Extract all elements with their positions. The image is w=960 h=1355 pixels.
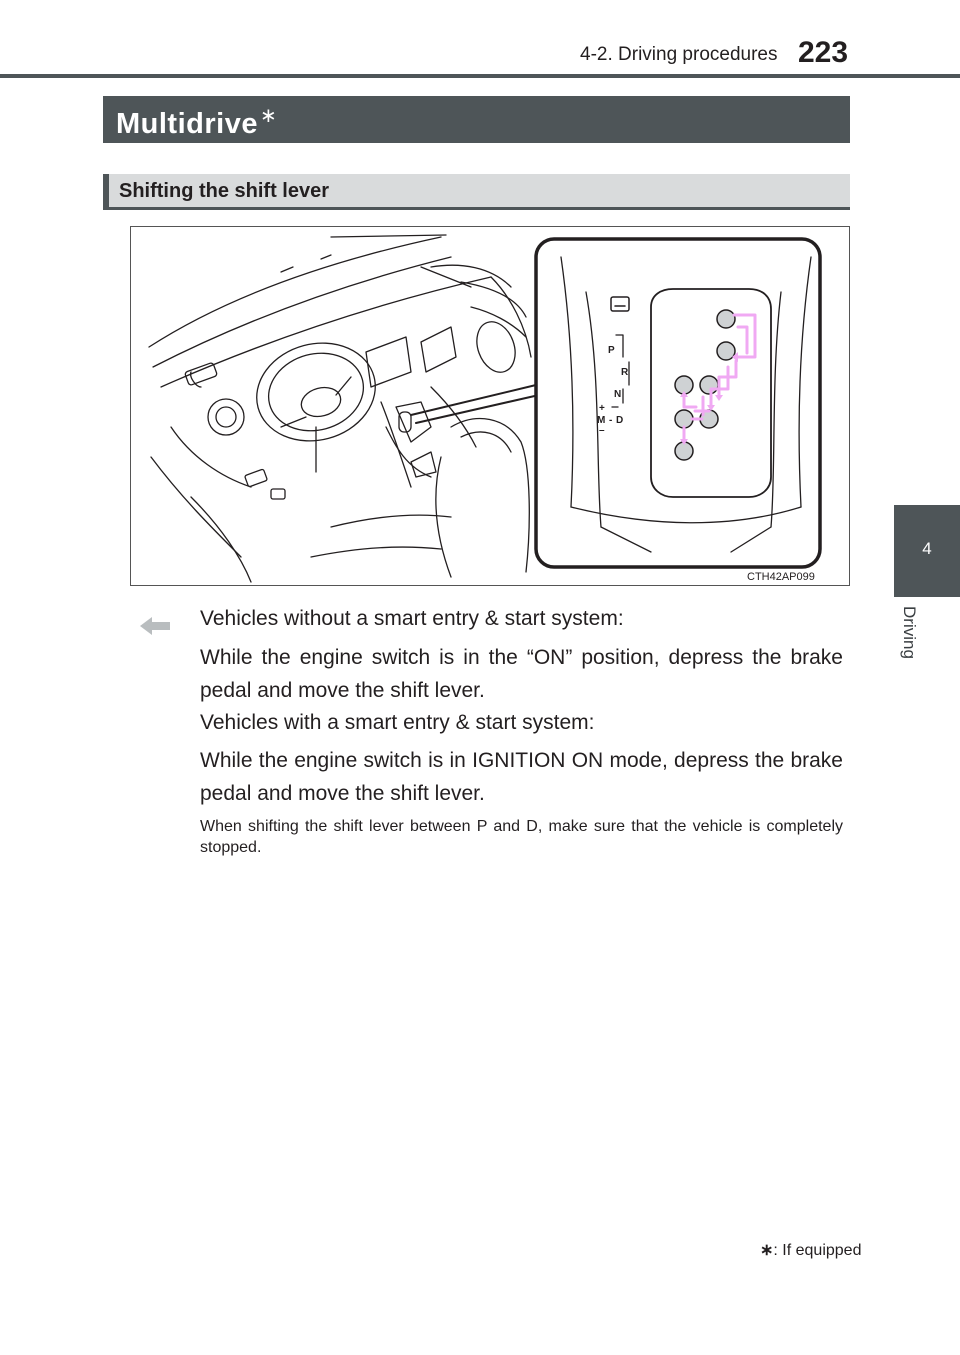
- subsection-title: Shifting the shift lever: [119, 180, 330, 202]
- equipped-star-marker: ∗: [259, 105, 278, 127]
- header-divider: [0, 74, 960, 78]
- footnote-star: ∗: [760, 1242, 774, 1259]
- instruction-arrow-icon: [138, 615, 172, 637]
- paragraph-without-smart-entry-instruction: While the engine switch is in the “ON” position, depress the brake pedal and move the shift lever.: [200, 646, 843, 702]
- footnote-text: : If equipped: [773, 1242, 862, 1259]
- gate-label-m: M: [597, 415, 606, 426]
- section-title-bar: [103, 96, 850, 143]
- gate-label-d: D: [616, 415, 624, 426]
- paragraph-with-smart-entry-heading: Vehicles with a smart entry & start system:: [200, 711, 595, 734]
- gate-label-n: N: [614, 389, 622, 400]
- subsection-bar: [103, 174, 850, 210]
- paragraph-with-smart-entry-instruction: While the engine switch is in IGNITION ON mode, depress the brake pedal and move the shift lever.: [200, 749, 843, 805]
- gate-label-dash: -: [609, 415, 613, 426]
- footnote: [760, 1240, 861, 1260]
- chapter-tab: [894, 505, 960, 597]
- shift-lever-illustration: [130, 226, 850, 586]
- section-title: [116, 103, 277, 141]
- gate-label-p: P: [608, 345, 615, 356]
- figure-code: CTH42AP099: [747, 571, 815, 583]
- gate-label-plus: +: [599, 403, 605, 414]
- chapter-number: 4: [922, 539, 932, 558]
- header-section-title: 4-2. Driving procedures: [580, 44, 778, 65]
- page-number: 223: [798, 36, 849, 69]
- gate-label-r: R: [621, 367, 629, 378]
- subsection-accent: [103, 174, 109, 210]
- gate-label-minus: –: [599, 425, 605, 436]
- car-interior-drawing: [131, 227, 850, 586]
- caution-note: When shifting the shift lever between P and D, make sure that the vehicle is completely stopped.: [200, 818, 843, 856]
- section-title-text: Multidrive: [116, 108, 258, 140]
- chapter-label-container: [897, 606, 919, 676]
- chapter-label: Driving: [900, 606, 919, 659]
- paragraph-without-smart-entry-heading: Vehicles without a smart entry & start system:: [200, 607, 624, 630]
